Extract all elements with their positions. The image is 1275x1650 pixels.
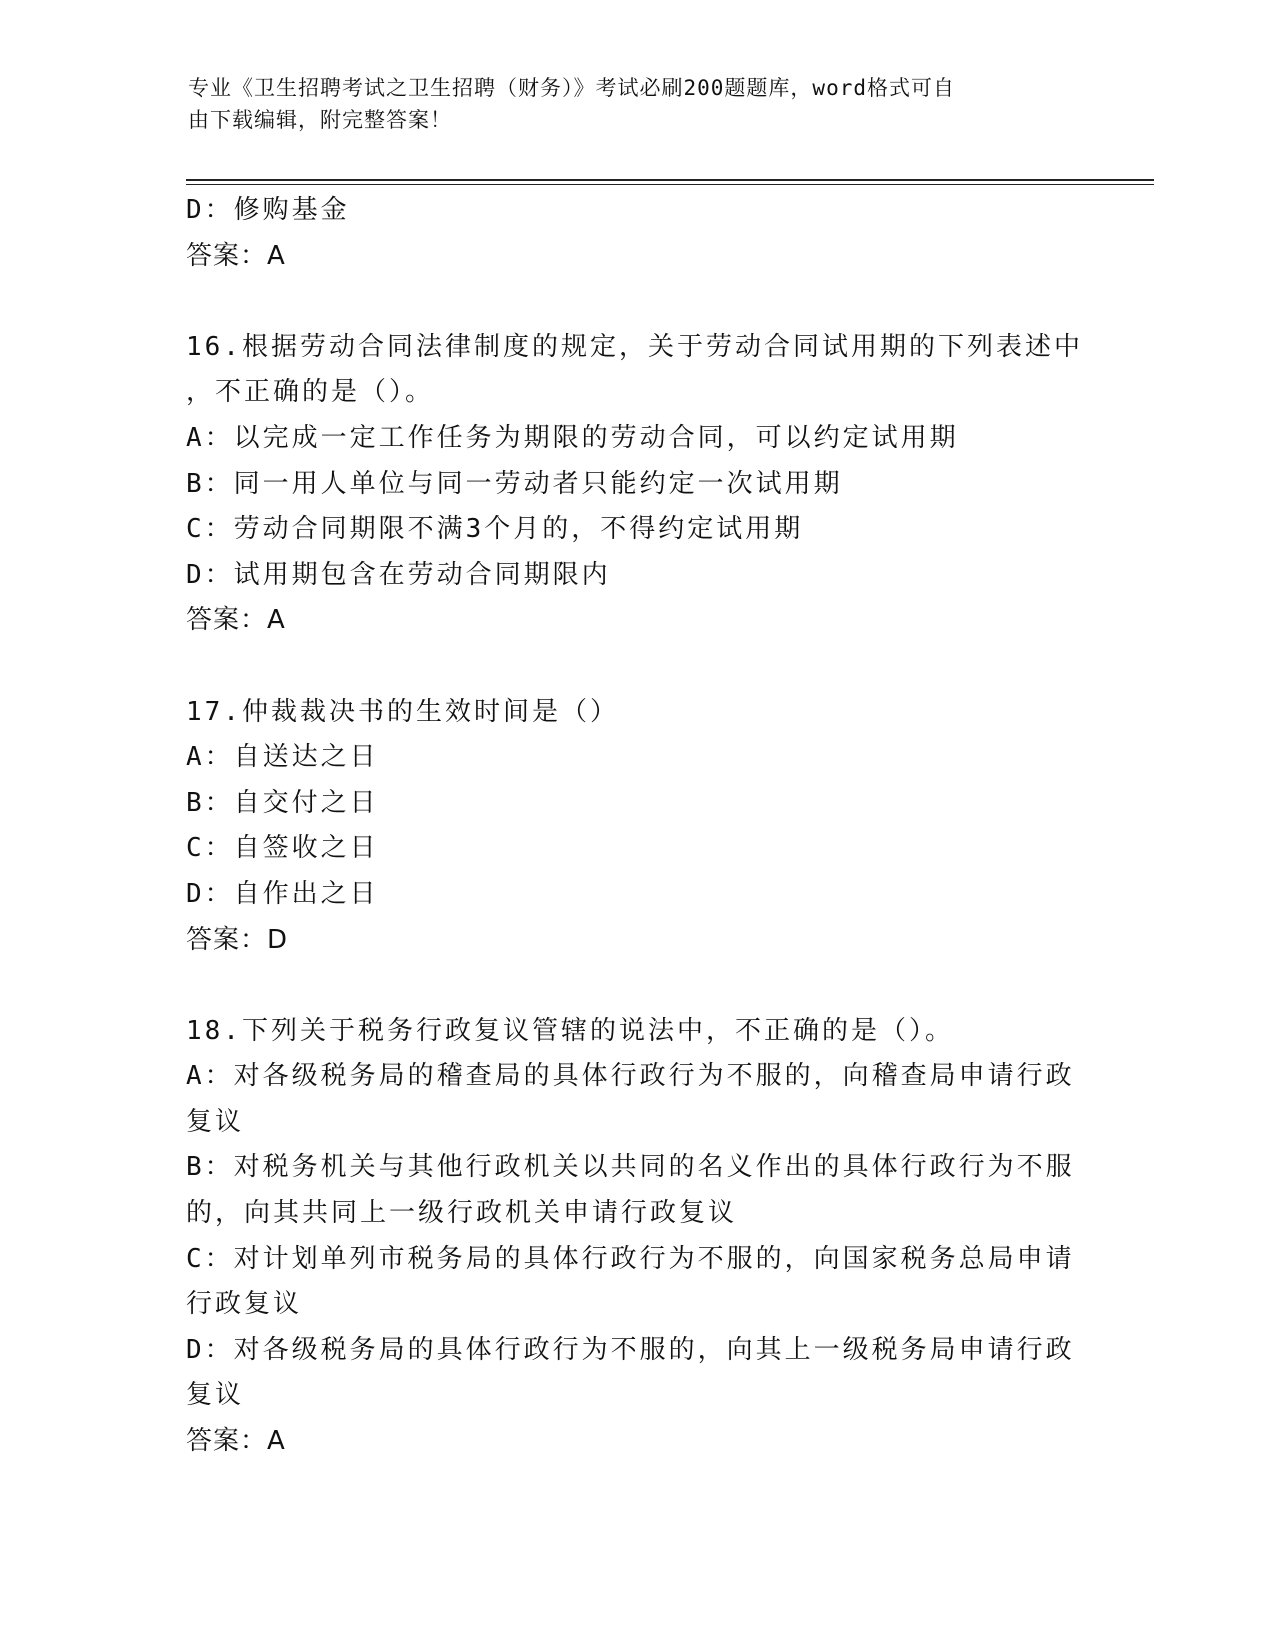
option-d: D：自作出之日 [186, 878, 379, 909]
spacer [186, 279, 1086, 325]
option-a: A：对各级税务局的稽查局的具体行政行为不服的，向稽查局申请行政 [186, 1061, 1075, 1092]
option-b: B：自交付之日 [186, 787, 379, 818]
option-d: D：对各级税务局的具体行政行为不服的，向其上一级税务局申请行政 [186, 1334, 1075, 1365]
option-b-continued: 的，向其共同上一级行政机关申请行政复议 [186, 1198, 738, 1229]
page-header [188, 72, 1068, 136]
option-d: D：试用期包含在劳动合同期限内 [186, 559, 611, 590]
question-stem: 18.下列关于税务行政复议管辖的说法中，不正确的是（）。 [186, 1015, 954, 1046]
header-line-2: 由下载编辑，附完整答案！ [188, 108, 452, 132]
option-d: D：修购基金 [186, 195, 350, 225]
spacer [186, 963, 1086, 1009]
option-c: C：自签收之日 [186, 833, 379, 864]
question-stem-continued: ，不正确的是（）。 [186, 377, 435, 408]
header-divider-thin [186, 184, 1154, 185]
option-c: C：劳动合同期限不满3个月的，不得约定试用期 [186, 514, 804, 545]
answer-line: 答案：A [186, 1426, 286, 1457]
question-18 [186, 1009, 1086, 1465]
header-divider-thick [186, 179, 1154, 181]
header-line-1: 专业《卫生招聘考试之卫生招聘（财务）》考试必刷200题题库，word格式可自 [188, 76, 955, 100]
answer-line: 答案：D [186, 924, 289, 955]
answer-line: 答案：A [186, 240, 286, 271]
option-c-continued: 行政复议 [186, 1289, 303, 1320]
question-list [186, 188, 1086, 1465]
option-a: A：自送达之日 [186, 742, 379, 773]
question-stem: 16.根据劳动合同法律制度的规定，关于劳动合同试用期的下列表述中 [186, 331, 1083, 362]
option-c: C：对计划单列市税务局的具体行政行为不服的，向国家税务总局申请 [186, 1243, 1075, 1274]
question-17 [186, 690, 1086, 964]
option-a-continued: 复议 [186, 1106, 245, 1137]
question-15-tail [186, 188, 1086, 279]
option-a: A：以完成一定工作任务为期限的劳动合同，可以约定试用期 [186, 422, 959, 453]
question-16 [186, 325, 1086, 644]
option-b: B：对税务机关与其他行政机关以共同的名义作出的具体行政行为不服 [186, 1152, 1075, 1183]
answer-line: 答案：A [186, 605, 286, 636]
option-b: B：同一用人单位与同一劳动者只能约定一次试用期 [186, 468, 843, 499]
question-stem: 17.仲裁裁决书的生效时间是（） [186, 696, 619, 727]
spacer [186, 644, 1086, 690]
option-d-continued: 复议 [186, 1380, 245, 1411]
